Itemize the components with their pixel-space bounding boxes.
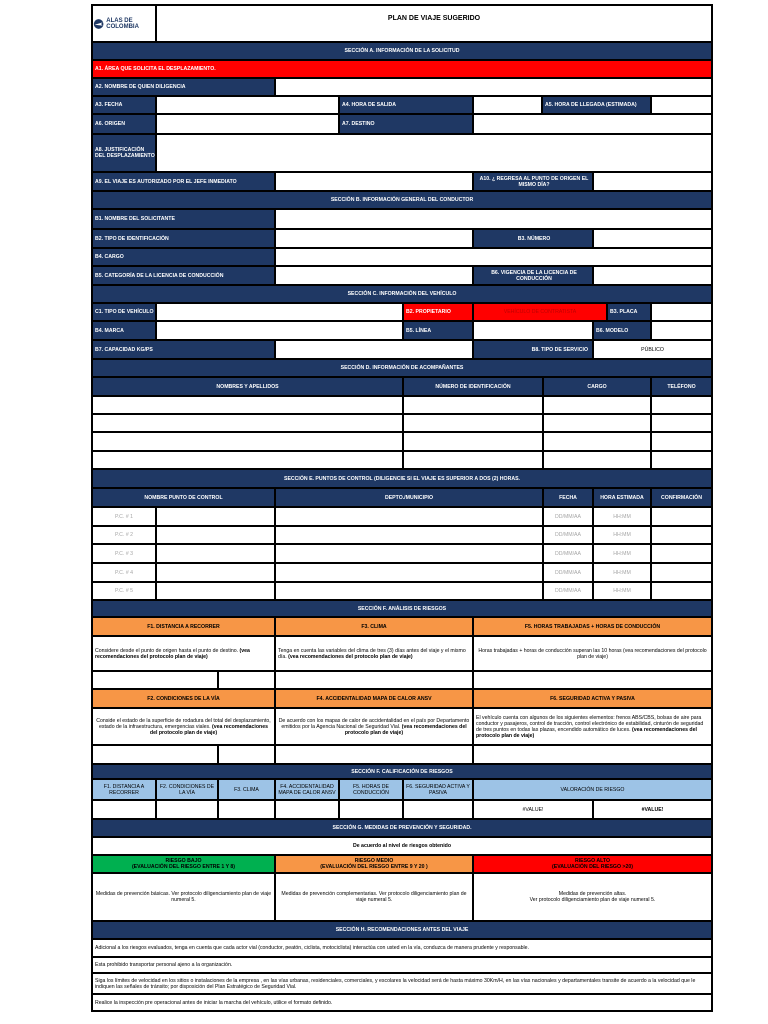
f2-header: F2. CONDICIONES DE LA VÍA xyxy=(92,689,275,708)
d-col-name: NOMBRES Y APELLIDOS xyxy=(92,377,403,396)
a9-input[interactable] xyxy=(275,172,473,191)
risk-medium-header: RIESGO MEDIO (EVALUACIÓN DEL RIESGO ENTRE 9 Y 20 ) xyxy=(275,855,473,873)
d-row3-id[interactable] xyxy=(403,432,543,451)
rating-col-f3: F3. CLIMA xyxy=(218,779,275,800)
e-col-time: HORA ESTIMADA xyxy=(593,488,651,507)
section-g-title: SECCIÓN G. MEDIDAS DE PREVENCIÓN Y SEGURIDAD. xyxy=(92,819,712,837)
a9-label: A9. EL VIAJE ES AUTORIZADO POR EL JEFE INMEDIATO xyxy=(92,172,275,191)
e-row1-pc: P.C. # 1 xyxy=(92,507,156,526)
d-row4-name[interactable] xyxy=(92,451,403,469)
f4-description: De acuerdo con los mapas de calor de accidentalidad en el país por Departamento emitidos por la Agencia Nacional de Seguridad Vial. (vea recomendaciones del protocolo plan de viaje) xyxy=(275,708,473,745)
a10-label: A10. ¿ REGRESA AL PUNTO DE ORIGEN EL MISMO DÍA? xyxy=(473,172,593,191)
e-row4-place[interactable] xyxy=(275,563,543,582)
e-row4-date[interactable]: DD/MM/AA xyxy=(543,563,593,582)
plan-de-viaje-sheet xyxy=(91,4,713,1012)
c8-label: B8. TIPO DE SERVICIO xyxy=(473,340,593,359)
f5-header: F5. HORAS TRABAJADAS + HORAS DE CONDUCCIÓN xyxy=(473,617,712,636)
a2-input[interactable] xyxy=(275,78,712,96)
recommendation-item: Adicional a los riesgos evaluados, tenga en cuenta que cada actor vial (conductor, peatón, ciclista, motociclista) interactúa con usted en la vía, conduzca de manera prudente y responsable. xyxy=(92,939,712,957)
e-row2-pc: P.C. # 2 xyxy=(92,526,156,544)
b5-input[interactable] xyxy=(275,266,473,285)
c5-label: B5. LÍNEA xyxy=(403,321,473,340)
rating-col-f1: F1. DISTANCIA A RECORRER xyxy=(92,779,156,800)
e-row3-place[interactable] xyxy=(275,544,543,563)
a3-input[interactable] xyxy=(156,96,339,114)
a5-input[interactable] xyxy=(651,96,712,114)
airplane-logo-icon xyxy=(93,17,104,31)
rating-f5-value xyxy=(339,800,403,819)
e-row5-confirm[interactable] xyxy=(651,582,712,600)
a8-input[interactable] xyxy=(156,134,712,172)
d-row1-phone[interactable] xyxy=(651,396,712,414)
rating-col-f6: F6. SEGURIDAD ACTIVA Y PASIVA xyxy=(403,779,473,800)
d-row2-name[interactable] xyxy=(92,414,403,432)
a10-input[interactable] xyxy=(593,172,712,191)
c5-input[interactable] xyxy=(473,321,593,340)
e-col-date: FECHA xyxy=(543,488,593,507)
section-c-title: SECCIÓN C. INFORMACIÓN DEL VEHÍCULO xyxy=(92,285,712,303)
e-row2-name[interactable] xyxy=(156,526,275,544)
e-row5-date[interactable]: DD/MM/AA xyxy=(543,582,593,600)
rating-col-f2: F2. CONDICIONES DE LA VÍA xyxy=(156,779,218,800)
e-col-name: NOMBRE PUNTO DE CONTROL xyxy=(92,488,275,507)
f4-header: F4. ACCIDENTALIDAD MAPA DE CALOR ANSV xyxy=(275,689,473,708)
section-e-title: SECCIÓN E. PUNTOS DE CONTROL (DILIGENCIE SI EL VIAJE ES SUPERIOR A DOS (2) HORAS. xyxy=(92,469,712,488)
f6-description: El vehículo cuenta con algunos de los siguientes elementos: frenos ABS/CBS, bolsas de aire para conductor y pasajeros, control de tracción, control electrónico de estabilidad, cinturón de seguridad de tres puntos en todas las plazas, encendido automático de luces. (vea recomendaciones del protocolo plan de viaje) xyxy=(473,708,712,745)
page-title: PLAN DE VIAJE SUGERIDO xyxy=(156,5,712,42)
risk-high-header: RIESGO ALTO (EVALUACIÓN DEL RIESGO >20) xyxy=(473,855,712,873)
a3-label: A3. FECHA xyxy=(92,96,156,114)
f5-description: Horas trabajadas + horas de conducción superan las 10 horas (vea recomendaciones del protocolo plan de viaje) xyxy=(473,636,712,671)
d-row4-role[interactable] xyxy=(543,451,651,469)
b6-label: B6. VIGENCIA DE LA LICENCIA DE CONDUCCIÓN xyxy=(473,266,593,285)
e-row1-date[interactable]: DD/MM/AA xyxy=(543,507,593,526)
d-row2-id[interactable] xyxy=(403,414,543,432)
rating-f2-value xyxy=(156,800,218,819)
d-row2-phone[interactable] xyxy=(651,414,712,432)
e-row4-name[interactable] xyxy=(156,563,275,582)
section-h-title: SECCIÓN H. RECOMENDACIONES ANTES DEL VIAJE xyxy=(92,921,712,939)
e-row3-pc: P.C. # 3 xyxy=(92,544,156,563)
e-row1-place[interactable] xyxy=(275,507,543,526)
f2-description: Conside el estado de la superficie de rodadura del total del desplazamiento, estado de la infraestructura, emergencias viales. (vea recomendaciones del protocolo plan de viaje) xyxy=(92,708,275,745)
c1-input[interactable] xyxy=(156,303,403,321)
recommendation-item: Siga los límites de velocidad en los sitios o instalaciones de la empresa , en las vías urbanas, residenciales, comerciales, y escolares la velocidad será de hasta máximo 30Km/H, en las vías nacionales y departamentales transite de acuerdo a la velocidad que le indiquen las señales de tránsito; por disposición del Plan Estratégico de Seguridad Vial. xyxy=(92,973,712,994)
b2-label: B2. TIPO DE IDENTIFICACIÓN xyxy=(92,229,275,248)
b4-label: B4. CARGO xyxy=(92,248,275,266)
rating-col-f5: F5. HORAS DE CONDUCCIÓN xyxy=(339,779,403,800)
d-row3-phone[interactable] xyxy=(651,432,712,451)
section-g-subtitle: De acuerdo al nivel de riesgos obtenido xyxy=(92,837,712,855)
b6-input[interactable] xyxy=(593,266,712,285)
e-row1-time[interactable]: HH:MM xyxy=(593,507,651,526)
c1-label: C1. TIPO DE VEHÍCULO xyxy=(92,303,156,321)
e-row2-date[interactable]: DD/MM/AA xyxy=(543,526,593,544)
c4-input[interactable] xyxy=(156,321,403,340)
d-col-phone: TELÉFONO xyxy=(651,377,712,396)
a2-label: A2. NOMBRE DE QUIEN DILIGENCIA xyxy=(92,78,275,96)
b3-input[interactable] xyxy=(593,229,712,248)
b2-input[interactable] xyxy=(275,229,473,248)
e-row5-name[interactable] xyxy=(156,582,275,600)
d-row3-name[interactable] xyxy=(92,432,403,451)
section-a-title: SECCIÓN A. INFORMACIÓN DE LA SOLICITUD xyxy=(92,42,712,60)
risk-medium-measures: Medidas de prevención complementarias. Ver protocolo diligenciamiento plan de viaje numeral 5. xyxy=(275,873,473,921)
recommendation-item: Realice la inspección pre operacional antes de iniciar la marcha del vehículo, utilice el formato definido. xyxy=(92,994,712,1011)
e-row1-name[interactable] xyxy=(156,507,275,526)
e-row5-time[interactable]: HH:MM xyxy=(593,582,651,600)
b5-label: B5. CATEGORÍA DE LA LICENCIA DE CONDUCCIÓN xyxy=(92,266,275,285)
rating-col-valuation: VALORACIÓN DE RIESGO xyxy=(473,779,712,800)
e-row3-date[interactable]: DD/MM/AA xyxy=(543,544,593,563)
d-row1-role[interactable] xyxy=(543,396,651,414)
a7-input[interactable] xyxy=(473,114,712,134)
f1-select[interactable] xyxy=(92,671,218,689)
f2-select[interactable] xyxy=(92,745,218,764)
c7-input[interactable] xyxy=(275,340,473,359)
b4-input[interactable] xyxy=(275,248,712,266)
f6-header: F6. SEGURIDAD ACTIVA Y PASIVA xyxy=(473,689,712,708)
f2-score xyxy=(218,745,275,764)
e-row2-place[interactable] xyxy=(275,526,543,544)
rating-col-f4: F4. ACCIDENTALIDAD MAPA DE CALOR ANSV xyxy=(275,779,339,800)
c6-input[interactable] xyxy=(651,321,712,340)
risk-valuation-number: #VALUE! xyxy=(473,800,593,819)
e-row1-confirm[interactable] xyxy=(651,507,712,526)
d-row1-id[interactable] xyxy=(403,396,543,414)
f3-select[interactable] xyxy=(275,671,473,689)
c4-label: B4. MARCA xyxy=(92,321,156,340)
d-col-role: CARGO xyxy=(543,377,651,396)
recommendation-item: Esta prohibido transportar personal ajeno a la organización. xyxy=(92,957,712,973)
f3-header: F3. CLIMA xyxy=(275,617,473,636)
b1-label: B1. NOMBRE DEL SOLICITANTE xyxy=(92,209,275,229)
d-col-id: NÚMERO DE IDENTIFICACIÓN xyxy=(403,377,543,396)
section-f-rating-title: SECCIÓN F. CALIFICACIÓN DE RIESGOS xyxy=(92,764,712,779)
logo-cell xyxy=(92,5,156,42)
e-col-confirm: CONFIRMACIÓN xyxy=(651,488,712,507)
rating-f6-value xyxy=(403,800,473,819)
e-row5-pc: P.C. # 5 xyxy=(92,582,156,600)
f1-description: Considere desde el punto de origen hasta el punto de destino. (vea recomendaciones del protocolo plan de viaje) xyxy=(92,636,275,671)
d-row1-name[interactable] xyxy=(92,396,403,414)
f5-select[interactable] xyxy=(473,671,712,689)
e-row4-pc: P.C. # 4 xyxy=(92,563,156,582)
a7-label: A7. DESTINO xyxy=(339,114,473,134)
c2-label: B2. PROPIETARIO xyxy=(403,303,473,321)
c8-service-select[interactable]: PÚBLICO xyxy=(593,340,712,359)
c6-label: B6. MODELO xyxy=(593,321,651,340)
d-row4-id[interactable] xyxy=(403,451,543,469)
section-f-title: SECCIÓN F. ANÁLISIS DE RIESGOS xyxy=(92,600,712,617)
c7-label: B7. CAPACIDAD KG/PS xyxy=(92,340,275,359)
risk-low-header: RIESGO BAJO (EVALUACIÓN DEL RIESGO ENTRE 1 Y 8) xyxy=(92,855,275,873)
d-row2-role[interactable] xyxy=(543,414,651,432)
a6-input[interactable] xyxy=(156,114,339,134)
e-row5-place[interactable] xyxy=(275,582,543,600)
rating-f3-value xyxy=(218,800,275,819)
c3-input[interactable] xyxy=(651,303,712,321)
f1-header: F1. DISTANCIA A RECORRER xyxy=(92,617,275,636)
e-row3-confirm[interactable] xyxy=(651,544,712,563)
e-row2-confirm[interactable] xyxy=(651,526,712,544)
a1-label: A1. ÁREA QUE SOLICITA EL DESPLAZAMIENTO. xyxy=(92,60,712,78)
f3-description: Tenga en cuenta las variables del clima de tres (3) días antes del viaje y el mismo día. (vea recomendaciones del protocolo plan de viaje) xyxy=(275,636,473,671)
b3-label: B3. NÚMERO xyxy=(473,229,593,248)
risk-high-measures: Medidas de prevención altas. Ver protocolo diligenciamiento plan de viaje numeral 5. xyxy=(473,873,712,921)
f1-score xyxy=(218,671,275,689)
a5-label: A5. HORA DE LLEGADA (ESTIMADA) xyxy=(542,96,651,114)
e-row3-name[interactable] xyxy=(156,544,275,563)
a4-input[interactable] xyxy=(473,96,542,114)
e-row2-time[interactable]: HH:MM xyxy=(593,526,651,544)
risk-valuation-level: #VALUE! xyxy=(593,800,712,819)
a8-label: A8. JUSTIFICACIÓN DEL DESPLAZAMIENTO xyxy=(92,134,156,172)
rating-f1-value xyxy=(92,800,156,819)
rating-f4-value xyxy=(275,800,339,819)
d-row3-role[interactable] xyxy=(543,432,651,451)
e-col-place: DEPTO./MUNICIPIO xyxy=(275,488,543,507)
b1-input[interactable] xyxy=(275,209,712,229)
e-row4-time[interactable]: HH:MM xyxy=(593,563,651,582)
section-b-title: SECCIÓN B. INFORMACIÓN GENERAL DEL CONDUCTOR xyxy=(92,191,712,209)
section-d-title: SECCIÓN D. INFORMACIÓN DE ACOMPAÑANTES xyxy=(92,359,712,377)
f4-select[interactable] xyxy=(275,745,473,764)
a6-label: A6. ORIGEN xyxy=(92,114,156,134)
c3-label: B3. PLACA xyxy=(607,303,651,321)
f6-select[interactable] xyxy=(473,745,712,764)
c2-owner-select[interactable]: VEHÍCULO DE CONTRATISTA xyxy=(473,303,607,321)
e-row4-confirm[interactable] xyxy=(651,563,712,582)
e-row3-time[interactable]: HH:MM xyxy=(593,544,651,563)
d-row4-phone[interactable] xyxy=(651,451,712,469)
logo-text: ALAS DE COLOMBIA xyxy=(106,17,139,30)
risk-low-measures: Medidas de prevención básicas. Ver protocolo diligenciamiento plan de viaje numeral 5. xyxy=(92,873,275,921)
a4-label: A4. HORA DE SALIDA xyxy=(339,96,473,114)
